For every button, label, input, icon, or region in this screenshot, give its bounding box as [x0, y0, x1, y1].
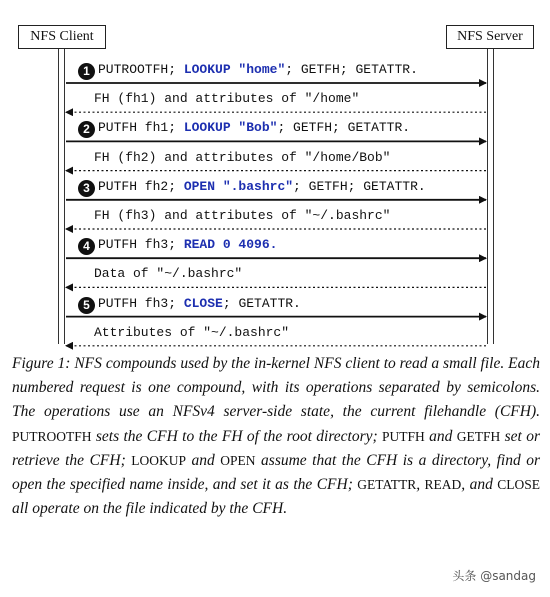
message-text: FH (fh1) and attributes of "/home" [94, 91, 360, 107]
caption-op-putrootfh: PUTROOTFH [12, 428, 92, 444]
message-text: PUTROOTFH; [98, 62, 184, 77]
request-message [78, 296, 301, 314]
message-text: ; GETFH; GETATTR. [293, 178, 426, 194]
figure-caption [12, 352, 540, 521]
request-message [78, 62, 418, 80]
message-text: PUTFH fh3; [98, 295, 184, 311]
operation-keyword: CLOSE [183, 295, 223, 311]
response-message [94, 208, 390, 223]
operation-keyword: LOOKUP "home" [183, 62, 286, 77]
message-text: Attributes of "~/.bashrc" [94, 324, 290, 340]
message-text: PUTFH fh2; [98, 178, 184, 194]
request-message [78, 120, 410, 138]
caption-text-4: set or retrieve the CFH; [12, 427, 541, 469]
caption-op-open: OPEN [220, 452, 256, 468]
response-message [94, 91, 359, 106]
message-text: PUTFH fh1; [98, 120, 184, 136]
watermark: 头条 @sandag [448, 566, 540, 585]
caption-text-9: all operate on the file indicated by the CFH. [12, 500, 288, 518]
message-text: FH (fh3) and attributes of "~/.bashrc" [94, 208, 391, 223]
step-number-badge: 1 [78, 63, 95, 80]
caption-text-8: , and [461, 476, 498, 494]
nfs-server-label: NFS Server [457, 29, 523, 44]
request-message [78, 179, 426, 197]
caption-text-2: sets the CFH to the FH of the root directory; [91, 427, 383, 445]
message-text: ; GETFH; GETATTR. [285, 62, 418, 77]
response-message [94, 150, 390, 165]
message-text: ; GETATTR. [222, 295, 301, 311]
step-number-badge: 5 [78, 297, 95, 314]
caption-text-6: assume that the CFH is a directory, find or open the specified name inside, and set it as the CFH; [12, 451, 541, 494]
message-text: FH (fh2) and attributes of "/home/Bob" [94, 149, 391, 165]
caption-label: Figure 1: [12, 355, 71, 372]
response-message [94, 266, 242, 281]
caption-text-3: and [424, 427, 457, 445]
caption-text-1: NFS compounds used by the in-kernel NFS client to read a small file. Each numbered request is one compound, with its operations separated by semicolons. The operations use an NFSv4 server-side state, the current filehandle (CFH). [12, 355, 540, 421]
request-message [78, 237, 277, 255]
caption-op-close: CLOSE [497, 477, 541, 493]
caption-op-putfh: PUTFH [382, 428, 425, 444]
message-text: Data of "~/.bashrc" [94, 266, 243, 282]
response-message [94, 325, 289, 340]
message-text: PUTFH fh3; [98, 237, 184, 253]
step-number-badge: 3 [78, 180, 95, 197]
caption-text-5: and [186, 451, 221, 469]
caption-op-getattr: GETATTR [357, 477, 417, 493]
message-text: ; GETFH; GETATTR. [277, 120, 411, 136]
operation-keyword: READ 0 4096. [183, 237, 278, 253]
nfs-client-label: NFS Client [30, 29, 94, 44]
caption-text-7: , [416, 476, 425, 494]
caption-op-read: READ [424, 477, 462, 493]
step-number-badge: 2 [78, 121, 95, 138]
caption-op-getfh: GETFH [456, 428, 501, 444]
caption-op-lookup: LOOKUP [131, 452, 186, 468]
operation-keyword: OPEN ".bashrc" [183, 178, 294, 194]
operation-keyword: LOOKUP "Bob" [183, 120, 278, 136]
step-number-badge: 4 [78, 238, 95, 255]
